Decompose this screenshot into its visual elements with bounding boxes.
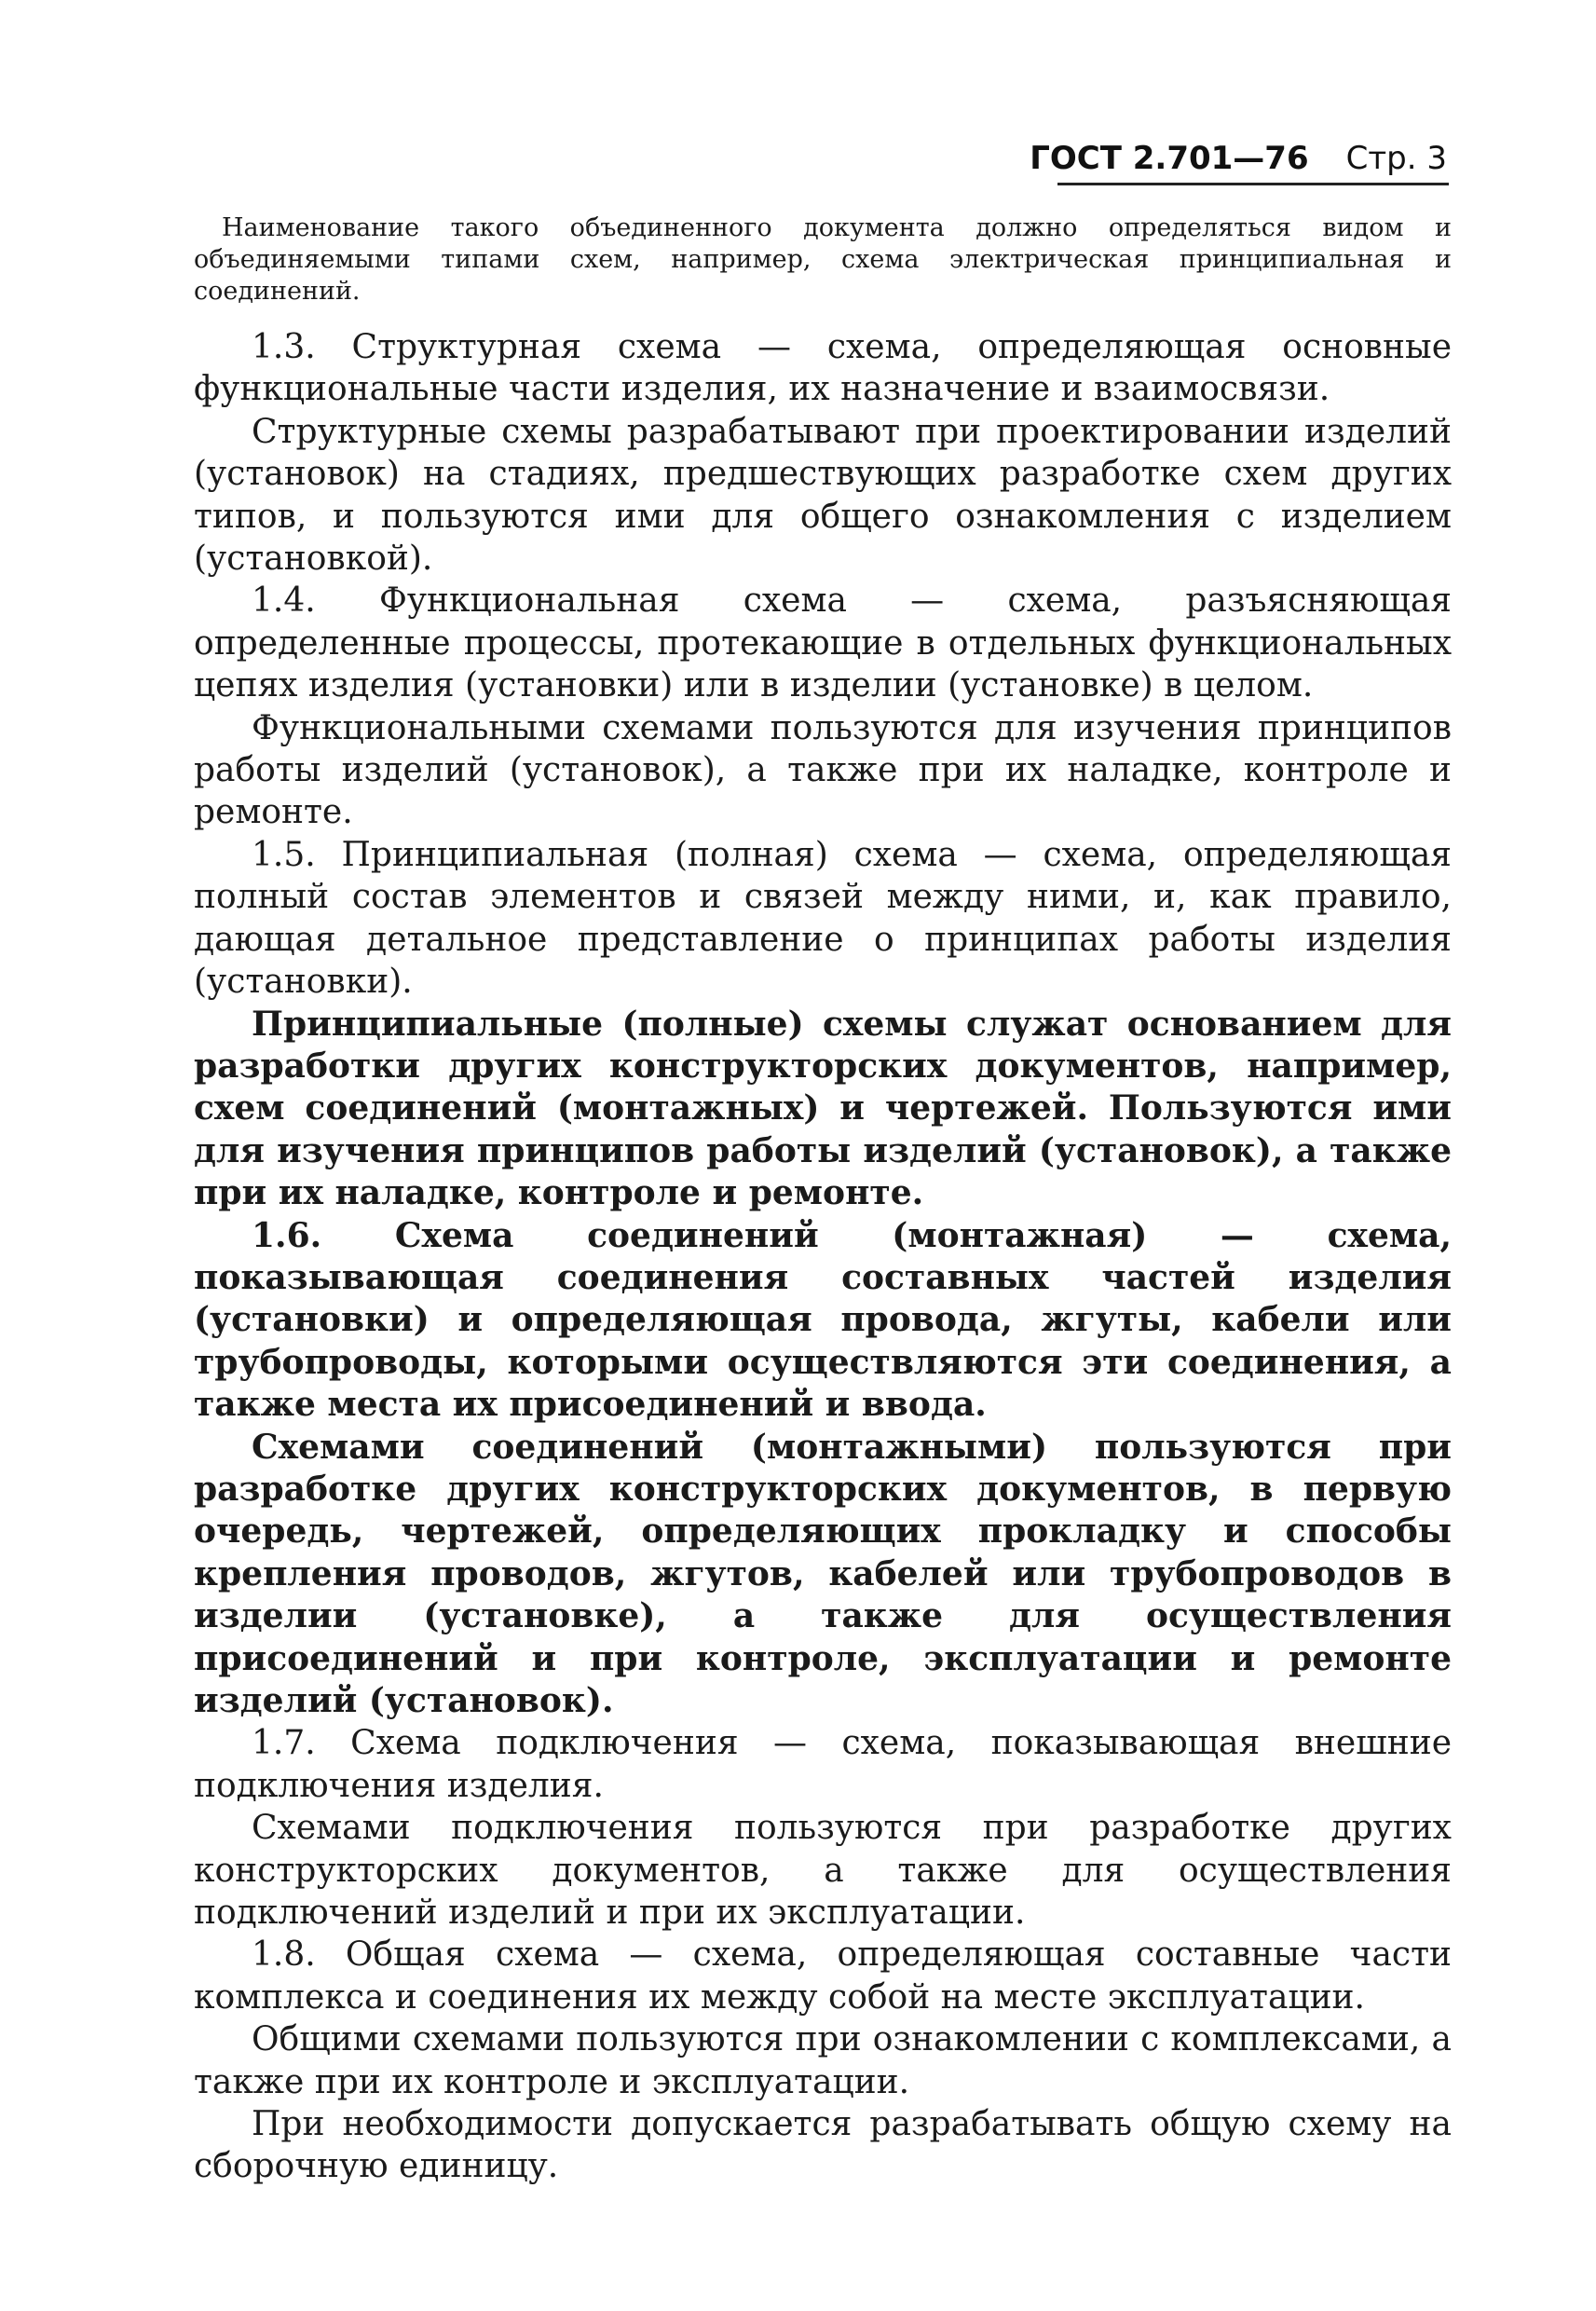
paragraph-1-5: 1.5. Принципиальная (полная) схема — схема, определяющая полный состав элементов и связей между ними, и, как правило, дающая детальное представление о принципах работы изделия (установки). [194, 835, 1452, 1002]
paragraph: Принципиальные (полные) схемы служат основанием для разработки других конструкторских документов, например, схем соединений (монтажных) и чертежей. Пользуются ими для изучения принципов работы изделий (установок), а также при их наладке, контроле и ремонте. [194, 1004, 1452, 1213]
paragraph: При необходимости допускается разрабатывать общую схему на сборочную единицу. [194, 2105, 1452, 2186]
standard-number: ГОСТ 2.701—76 [1030, 140, 1309, 177]
paragraph-1-6: 1.6. Схема соединений (монтажная) — схема, показывающая соединения составных частей изделия (установки) и определяющая провода, жгуты, кабели или трубопроводы, которыми осуществляются эти соединения, а также места их присоединений и ввода. [194, 1215, 1452, 1425]
paragraph-1-8: 1.8. Общая схема — схема, определяющая составные части комплекса и соединения их между собой на месте эксплуатации. [194, 1935, 1452, 2017]
paragraph: Структурные схемы разрабатывают при проектировании изделий (установок) на стадиях, предшествующих разработке схем других типов, и пользуются ими для общего ознакомления с изделием (установкой). [194, 412, 1452, 579]
header-rule [1057, 183, 1449, 185]
body-text [194, 326, 1452, 2188]
intro-note: Наименование такого объединенного документа должно определяться видом и объединяемыми типами схем, например, схема электрическая принципиальная и соединений. [194, 213, 1452, 306]
page-number: Стр. 3 [1345, 140, 1447, 177]
page-header [1030, 140, 1447, 177]
paragraph: Общими схемами пользуются при ознакомлении с комплексами, а также при их контроле и эксплуатации. [194, 2020, 1452, 2101]
paragraph: Схемами подключения пользуются при разработке других конструкторских документов, а также для осуществления подключений изделий и при их эксплуатации. [194, 1809, 1452, 1933]
paragraph-1-7: 1.7. Схема подключения — схема, показывающая внешние подключения изделия. [194, 1724, 1452, 1805]
paragraph: Функциональными схемами пользуются для изучения принципов работы изделий (установок), а также при их наладке, контроле и ремонте. [194, 708, 1452, 832]
paragraph: Схемами соединений (монтажными) пользуются при разработке других конструкторских документов, в первую очередь, чертежей, определяющих прокладку и способы крепления проводов, жгутов, кабелей или трубопроводов в изделии (установке), а также для осуществления присоединений и при контроле, эксплуатации и ремонте изделий (установок). [194, 1427, 1452, 1720]
paragraph-1-3: 1.3. Структурная схема — схема, определяющая основные функциональные части изделия, их назначение и взаимосвязи. [194, 328, 1452, 409]
paragraph-1-4: 1.4. Функциональная схема — схема, разъясняющая определенные процессы, протекающие в отдельных функциональных цепях изделия (установки) или в изделии (установке) в целом. [194, 581, 1452, 705]
